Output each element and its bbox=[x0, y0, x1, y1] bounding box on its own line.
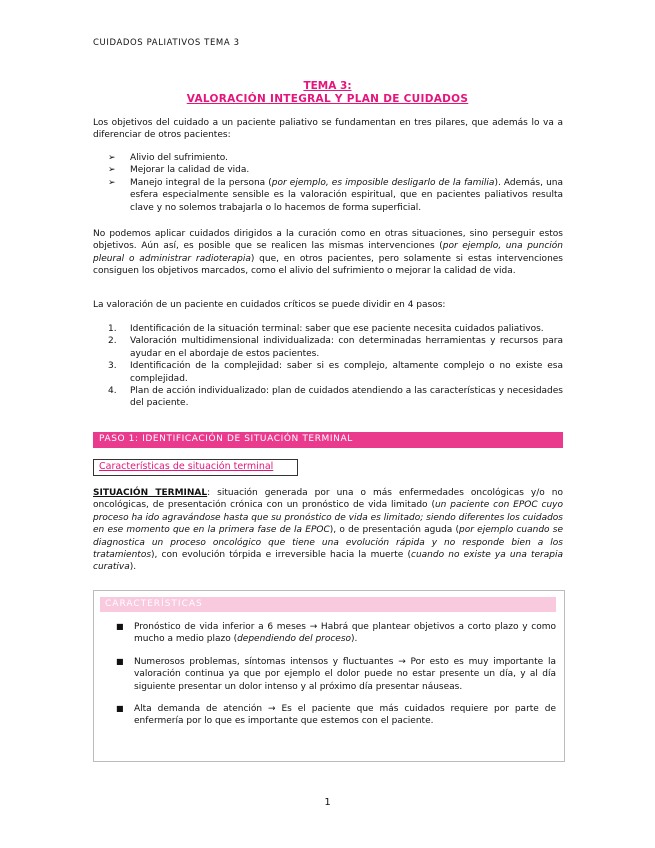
item-text-cont: ). bbox=[351, 634, 358, 645]
step-number: 4. bbox=[108, 386, 117, 397]
list-item bbox=[108, 323, 563, 335]
list-item bbox=[116, 621, 556, 646]
list-item bbox=[108, 164, 563, 176]
page-number: 1 bbox=[324, 797, 331, 808]
pillar-text: Manejo integral de la persona ( bbox=[130, 177, 272, 188]
arrow-bullet-icon: ➢ bbox=[108, 153, 116, 163]
intro-paragraph: Los objetivos del cuidado a un paciente paliativo se fundamentan en tres pilares, que además lo va a diferenciar de otros pacientes: bbox=[93, 118, 563, 141]
term-label: SITUACIÓN TERMINAL bbox=[93, 488, 208, 498]
subsection-heading: Características de situación terminal bbox=[99, 461, 274, 472]
para-text: No podemos aplicar cuidados dirigidos a la curación como en otras situaciones, sino perseguir estos objetivos. Aún así, es posible que se realicen las mismas intervenciones ( bbox=[93, 229, 563, 252]
para-text: ), con evolución tórpida e irreversible hacia la muerte ( bbox=[151, 550, 412, 561]
running-header: CUIDADOS PALIATIVOS TEMA 3 bbox=[93, 38, 240, 48]
step-text: Identificación de la situación terminal: saber que ese paciente necesita cuidados paliativos. bbox=[130, 324, 544, 334]
para-example: un paciente con EPOC cuyo proceso ha ido agravándose hasta que su pronóstico de vida es limitado; siendo diferentes los cuidados en ese momento que en la primera fase de la EPOC bbox=[93, 500, 563, 536]
list-item bbox=[116, 656, 556, 693]
para-text: ). bbox=[129, 562, 137, 573]
section-heading: PASO 1: IDENTIFICACIÓN DE SITUACIÓN TERMINAL bbox=[99, 434, 353, 444]
objectives-paragraph bbox=[93, 228, 563, 278]
subsection-box bbox=[93, 459, 298, 476]
step-text: Valoración multidimensional individualizada: con determinadas herramientas y recursos para ayudar en el abordaje de estos pacientes. bbox=[130, 336, 563, 359]
para-example: por ejemplo cuando se diagnostica un proceso oncológico que tiene una evolución rápida y no responde bien a los tratamientos bbox=[93, 525, 563, 561]
terminal-situation-paragraph bbox=[93, 487, 563, 574]
list-item bbox=[108, 335, 563, 360]
list-item bbox=[108, 360, 563, 385]
pillar-text-cont: ). Además, una esfera especialmente sensible es la valoración espiritual, que en pacientes paliativos resulta clave y no solemos trabajarla o lo hacemos de forma superficial. bbox=[130, 177, 563, 213]
item-text: Pronóstico de vida inferior a 6 meses → Habrá que plantear objetivos a corto plazo y como mucho a medio plazo ( bbox=[134, 622, 556, 645]
para-text-cont: ) que, en otros pacientes, pero solamente si estas intervenciones consiguen los objetivos marcados, como el alivio del sufrimiento o mejorar la calidad de vida. bbox=[93, 253, 563, 277]
item-text: Alta demanda de atención → Es el paciente que más cuidados requiere por parte de enfermería por lo que es importante que estemos con el paciente. bbox=[134, 704, 556, 727]
para-example: por ejemplo, una punción pleural o administrar radioterapia bbox=[93, 241, 563, 264]
list-item bbox=[108, 177, 563, 214]
arrow-bullet-icon: ➢ bbox=[108, 177, 116, 188]
steps-list bbox=[108, 323, 563, 410]
item-text: Numerosos problemas, síntomas intensos y fluctuantes → Por esto es muy importante la valoración continua ya que por ejemplo el dolor puede no estar presente un día, y al día siguiente presentar un dolor intenso y al próximo día presentar náuseas. bbox=[134, 656, 556, 692]
square-bullet-icon: ■ bbox=[116, 622, 124, 631]
card-heading-bar bbox=[100, 597, 556, 612]
square-bullet-icon: ■ bbox=[116, 656, 124, 666]
pillar-example: por ejemplo, es imposible desligarlo de la familia bbox=[271, 177, 495, 188]
step-number: 2. bbox=[108, 336, 117, 347]
pillars-list bbox=[108, 152, 563, 214]
square-bullet-icon: ■ bbox=[116, 704, 124, 714]
para-text: ), o de presentación aguda ( bbox=[329, 525, 460, 536]
item-example: dependiendo del proceso bbox=[237, 634, 352, 645]
pillar-text: Mejorar la calidad de vida. bbox=[130, 165, 250, 176]
step-number: 3. bbox=[108, 361, 117, 372]
list-item bbox=[108, 385, 563, 410]
step-text: Plan de acción individualizado: plan de cuidados atendiendo a las características y necesidades del paciente. bbox=[130, 386, 563, 409]
arrow-bullet-icon: ➢ bbox=[108, 165, 116, 176]
pillar-text: Alivio del sufrimiento. bbox=[130, 153, 228, 163]
section-heading-bar bbox=[93, 432, 563, 448]
card-heading: CARACTERÍSTICAS bbox=[105, 599, 203, 609]
para-example: cuando no existe ya una terapia curativa bbox=[93, 550, 564, 573]
steps-intro: La valoración de un paciente en cuidados críticos se puede dividir en 4 pasos: bbox=[93, 300, 446, 310]
list-item bbox=[116, 703, 556, 728]
step-text: Identificación de la complejidad: saber si es complejo, altamente complejo o no existe esa complejidad. bbox=[130, 361, 563, 384]
document-title: TEMA 3: bbox=[303, 80, 352, 92]
step-number: 1. bbox=[108, 324, 117, 334]
list-item bbox=[108, 152, 563, 164]
para-text: : situación generada por una o más enfermedades oncológicas y/o no oncológicas, de presentación crónica con un pronóstico de vida limitado ( bbox=[93, 488, 563, 511]
characteristics-card bbox=[93, 590, 565, 762]
document-subtitle: VALORACIÓN INTEGRAL Y PLAN DE CUIDADOS bbox=[186, 93, 469, 105]
characteristics-list bbox=[116, 621, 556, 738]
